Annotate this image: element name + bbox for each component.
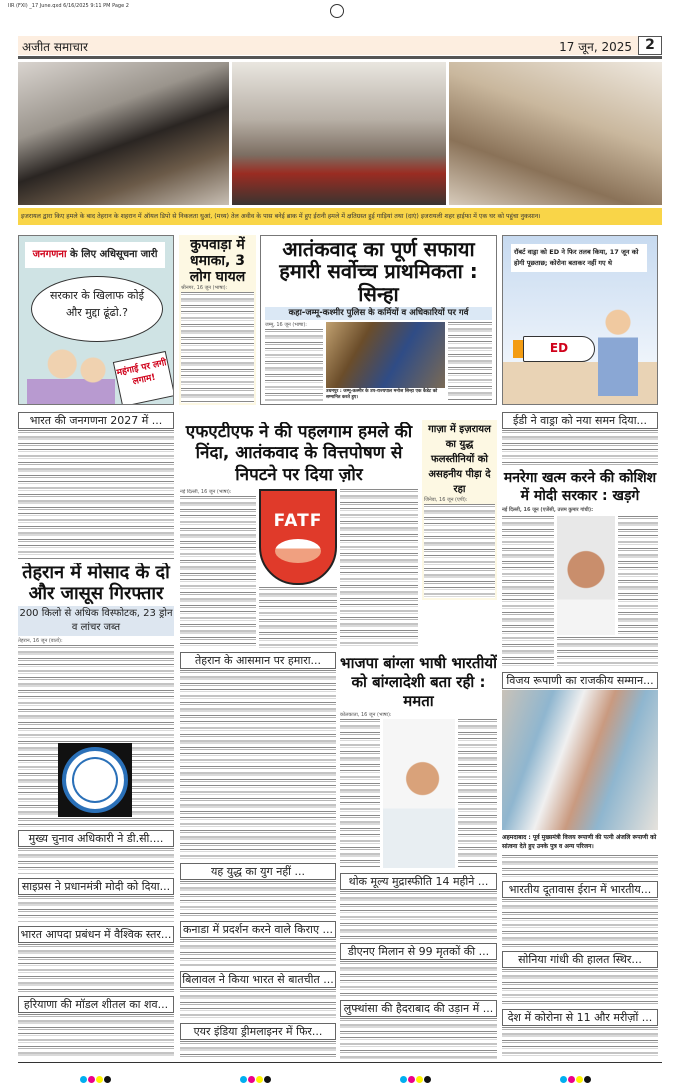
- dateline: नई दिल्ली, 16 जून (एजेंसी, उत्तम कुमार गांधी):: [502, 507, 594, 514]
- dateline: कोलकाता, 16 जून (भाषा):: [340, 712, 392, 719]
- body-text: [557, 637, 658, 667]
- story-fatf: [180, 422, 418, 648]
- body-text: [340, 1018, 497, 1059]
- lead-story: [260, 235, 497, 405]
- brief-headline: एयर इंडिया ड्रीमलाइनर में फिर...: [180, 1023, 336, 1040]
- body-text: [424, 504, 495, 598]
- ed-rocket: ED: [523, 336, 595, 362]
- story-kharge: [502, 469, 658, 667]
- kharge-photo-row: [557, 516, 658, 635]
- body-text: [18, 1014, 174, 1059]
- kharge-photo: [557, 516, 615, 635]
- body-text: [502, 1027, 658, 1059]
- brief-headline: सोनिया गांधी की हालत स्थिर...: [502, 951, 658, 968]
- photo-tehran-smoke: [18, 62, 229, 205]
- masthead: [18, 36, 662, 55]
- brief-headline: भारत आपदा प्रबंधन में वैश्विक स्तर...: [18, 926, 174, 943]
- lead-col-1: [265, 322, 323, 401]
- story-kupwara: [179, 235, 256, 405]
- brief-headline: कनाडा में प्रदर्शन करने वाले किराए ...: [180, 921, 336, 938]
- dateline: जम्मू, 16 जून (भाषा):: [265, 322, 307, 329]
- speech-bubble: सरकार के खिलाफ कोई और मुद्दा ढूंढो.?: [31, 276, 163, 342]
- story-gaza: [422, 420, 497, 600]
- fatf-col-1: [180, 489, 256, 648]
- cartoon-census: [18, 235, 174, 405]
- fatf-headline: एफएटीएफ ने की पहलगाम हमले की निंदा, आतंकवाद के वित्तपोषण से निपटने पर दिया ज़ोर: [185, 422, 413, 485]
- cartoon-figures: [27, 346, 115, 405]
- brief-headline: भारत की जनगणना 2027 में ...: [18, 412, 174, 429]
- header-rule: [18, 56, 662, 59]
- brief-headline: भारतीय दूतावास ईरान में भारतीय...: [502, 881, 658, 898]
- dateline: श्रीनगर, 16 जून (भाषा):: [181, 285, 228, 292]
- body-text: [502, 899, 658, 949]
- headline: कुपवाड़ा में धमाका, 3 लोग घायल: [189, 237, 246, 286]
- body-text: [180, 670, 336, 860]
- mossad-subhead: 200 किलो से अधिक विस्फोटक, 23 ड्रोन व लांचर जब्त: [18, 606, 174, 636]
- brief-headline: ईडी ने वाड्रा को नया समन दिया...: [502, 412, 658, 429]
- lead-body-row: [265, 322, 492, 401]
- body-text: [18, 430, 174, 560]
- body-text: [18, 896, 174, 922]
- kharge-body-row: [502, 516, 658, 667]
- fatf-logo: FATF: [259, 489, 337, 585]
- brief-headline: लुफ्थांसा की हैदराबाद की उड़ान में ...: [340, 1000, 497, 1017]
- body-text: [340, 891, 497, 941]
- body-text: [18, 645, 174, 827]
- body-text: [18, 848, 174, 874]
- body-text: [265, 329, 323, 401]
- body-text: [618, 516, 658, 635]
- registration-marks: [560, 1068, 592, 1087]
- story-mamata: [340, 654, 497, 868]
- mossad-logo: [58, 743, 132, 817]
- paper-name: अजीत समाचार: [22, 40, 88, 54]
- body-text: [340, 961, 497, 997]
- dateline: जिनेवा, 16 जून (एपी):: [424, 497, 468, 503]
- brief-headline: देश में कोरोना से 11 और मरीज़ों ...: [502, 1009, 658, 1026]
- brief-headline: डीएनए मिलान से 99 मृतकों की ...: [340, 943, 497, 960]
- body-text: [502, 969, 658, 1007]
- issue-date: 17 जून, 2025: [559, 40, 632, 54]
- registration-marks: [240, 1068, 272, 1087]
- brief-headline: तेहरान के आसमान पर हमारा...: [180, 652, 336, 669]
- body-text: [181, 292, 254, 403]
- dateline: नई दिल्ली, 16 जून (भाषा):: [180, 488, 232, 495]
- story-mossad: [18, 563, 174, 827]
- body-text: [180, 496, 256, 648]
- brief-headline: विजय रूपाणी का राजकीय सम्मान...: [502, 672, 658, 689]
- photo-damaged-house: [449, 62, 662, 205]
- body-text: [180, 881, 336, 919]
- rupani-photo: [502, 690, 658, 830]
- registration-marks: [400, 1068, 432, 1087]
- lead-headline: आतंकवाद का पूर्ण सफाया हमारी सर्वोच्च प्राथमिकता : सिन्हा: [279, 237, 478, 306]
- body-text: [180, 989, 336, 1021]
- body-text: [448, 322, 492, 401]
- photo-caption: इजरायल द्वारा किए हमले के बाद तेहरान के शहरान में ऑयल डिपो से निकलता धुआं, (मध्य) तेल अवीव के पास बनेई ब्राक में हुए ईरानी हमले में क्षतिग्रस्त हुई गाड़ियां तथा (दाएं) इजरायली शहर हाईफा में एक घर को पहुंचा नुकसान।: [18, 208, 662, 225]
- body-text: [259, 587, 337, 648]
- running-man: [598, 306, 638, 396]
- brief-headline: मुख्य चुनाव अधिकारी ने डी.सी....: [18, 830, 174, 847]
- kharge-headline: मनरेगा खत्म करने की कोशिश में मोदी सरकार : खड़गे: [503, 470, 657, 505]
- rupani-caption: अहमदाबाद : पूर्व मुख्यमंत्री विजय रूपाणी की पत्नी अंजलि रूपाणी को सांत्वना देते हुए उनके पुत्र व अन्य परिजन।: [502, 834, 657, 850]
- headline: गाज़ा में इज़रायल का युद्ध फलस्तीनियों को असहनीय पीड़ा दे रहा: [428, 424, 491, 495]
- cartoon-title: रॉबर्ट वाड्रा को ED ने फिर तलब किया, 17 जून को होगी पूछताछ; कोरोना बताकर नहीं गए थे: [511, 244, 647, 272]
- lead-photo-caption: उधमपुर : जम्मू-कश्मीर के उप-राज्यपाल मनोज सिन्हा एक कैडेट को सम्मानित करते हुए।: [326, 389, 438, 400]
- lead-photo-block: [326, 322, 445, 401]
- newspaper-prop: महंगाई पर लगी लगाम!: [113, 351, 174, 405]
- crop-mark: [330, 4, 344, 18]
- lead-subhead: कहा-जम्मू-कश्मीर पुलिस के कर्मियों व अधिकारियों पर गर्व: [265, 307, 492, 320]
- fatf-body-row: [180, 489, 418, 648]
- body-text: [458, 719, 497, 868]
- cartoon-title: जनगणना के लिए अधिसूचना जारी: [25, 242, 165, 268]
- mamata-photo: [383, 719, 455, 868]
- page-number: 2: [638, 36, 662, 55]
- cartoon-vadra: [502, 235, 658, 405]
- body-text: [180, 939, 336, 967]
- fatf-col-2: [259, 489, 337, 648]
- registration-marks: [80, 1068, 112, 1087]
- body-text: [18, 944, 174, 994]
- body-text: [340, 489, 418, 648]
- body-text: [502, 516, 554, 667]
- footer-rule: [18, 1062, 662, 1063]
- mamata-headline: भाजपा बांग्ला भाषी भारतीयों को बांग्लादेशी बता रही : ममता: [340, 654, 497, 710]
- lead-photo: [326, 322, 445, 388]
- brief-headline: थोक मूल्य मुद्रास्फीति 14 महीने ...: [340, 873, 497, 890]
- brief-headline: यह युद्ध का युग नहीं ...: [180, 863, 336, 880]
- kharge-col-2: [557, 516, 658, 667]
- brief-headline: हरियाणा की मॉडल शीतल का शव...: [18, 996, 174, 1013]
- body-text: [180, 1041, 336, 1059]
- dateline: तेहरान, 16 जून (वार्ता):: [18, 638, 63, 645]
- body-text: [502, 430, 658, 466]
- mossad-headline: तेहरान में मोसाद के दो और जासूस गिरफ्तार: [22, 563, 170, 604]
- mamata-body-row: [340, 719, 497, 868]
- brief-headline: बिलावल ने किया भारत से बातचीत ...: [180, 971, 336, 988]
- print-slug: IIR (FXI) _17 June.qxd 6/16/2025 9:11 PM Page 2: [8, 3, 129, 9]
- photo-damaged-cars: [232, 62, 446, 205]
- body-text: [340, 719, 380, 868]
- brief-headline: साइप्रस ने प्रधानमंत्री मोदी को दिया...: [18, 878, 174, 895]
- body-text: [502, 855, 658, 879]
